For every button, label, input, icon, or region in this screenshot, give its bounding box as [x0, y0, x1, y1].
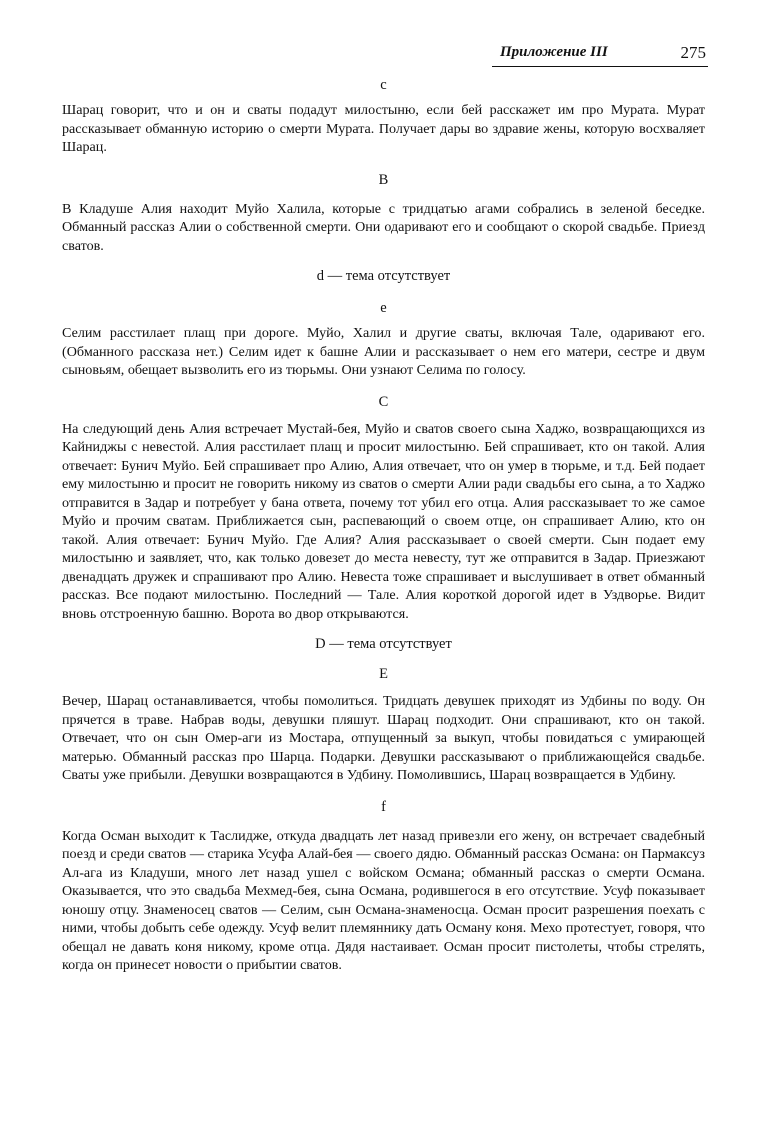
- section-heading-d-absent: d — тема отсутствует: [316, 268, 451, 284]
- section-heading-f: f: [381, 798, 386, 815]
- section-heading-C: C: [378, 393, 389, 410]
- section-heading-B: B: [378, 171, 389, 188]
- running-header-title: Приложение III: [500, 44, 608, 60]
- section-text-E: Вечер, Шарац останавливается, чтобы помолиться. Тридцать девушек приходят из Удбины по воду. Он прячется в траве. Набрав воды, девушки пляшут. Шарац подходит. Они спрашивают, кто он такой. Отвечает, что он сын Омер-аги из Мостара, отпущенный за выкуп, чтобы повидаться с умирающей матерью. Обманный рассказ про Шарца. Подарки. Девушки рассказывают о приближающейся свадьбе. Сваты уже прибыли. Девушки возвращаются в Удбину. Помолившись, Шарац возвращается в Удбину.: [62, 693, 705, 783]
- section-heading-c: c: [380, 77, 387, 93]
- section-heading-D-absent: D — тема отсутствует: [315, 636, 452, 652]
- section-text-e: Селим расстилает плащ при дороге. Муйо, Халил и другие сваты, включая Тале, одаривают его. (Обманного рассказа нет.) Селим идет к башне Алии и рассказывает о нем его матери, сестре и двум сыновьям, обещает вызволить его из тюрьмы. Они узнают Селима по голосу.: [62, 325, 705, 378]
- section-text-C: На следующий день Алия встречает Мустай-бея, Муйо и сватов своего сына Хаджо, возвращающихся из Кайниджы с невестой. Алия расстилает плащ и просит милостыню. Бей спрашивает, кто он такой. Алия отвечает: Бунич Муйо. Бей спрашивает про Алию, Алия отвечает, что он умер в тюрьме, и т.д. Бей подает ему милостыню и просит не говорить никому из сватов о смерти Алии ради свадьбы его сына, а то Хаджо отправится в Задар и потребует у бана ответа, почему тот убил его отца. Алия рассказывает то же самое Муйо и прочим сватам. Приближается сын, распевающий о своем отце, он спрашивает Алию, кто он такой. Алия отвечает: Бунич Муйо. Где Алия? Алия рассказывает о своей смерти. Сын подает ему милостыню и заявляет, что, как только довезет до места невесту, тут же отправится в Задар. Приезжают двенадцать дружек и спрашивают про Алию. Невеста тоже спрашивает и выслушивает в ответ обманный рассказ. Все подают милостыню. Последний — Тале. Алия короткой дорогой идет в Уздворье. Видит вновь отстроенную башню. Ворота во двор открываются.: [62, 420, 705, 622]
- page-number: 275: [680, 43, 706, 62]
- running-header: [492, 42, 708, 67]
- page-body: [62, 76, 705, 975]
- section-text-B: В Кладуше Алия находит Муйо Халила, которые с тридцатью агами собрались в зеленой беседке. Обманный рассказ Алии о собственной смерти. Они одаривают его и сообщают о скорой свадьбе. Приезд сватов.: [62, 200, 705, 254]
- section-text-c: Шарац говорит, что и он и сваты подадут милостыню, если бей расскажет им про Мурата. Мурат рассказывает обманную историю о смерти Мурата. Получает дары во здравие жены, которую восхваляет Шарац.: [62, 102, 705, 155]
- section-text-f: Когда Осман выходит к Таслидже, откуда двадцать лет назад привезли его жену, он встречает свадебный поезд и среди сватов — старика Усуфа Алай-бея — своего дядю. Обманный рассказ Османа: он Пармаксуз Ал-ага из Кладуши, много лет назад ушел с войском Османа; обманный рассказ о смерти Османа. Оказывается, что это свадьба Мехмед-бея, сына Османа, родившегося в его отсутствие. Усуф показывает юношу отцу. Знаменосец сватов — Селим, сын Османа-знаменосца. Осман просит разрешения поехать с ними, чтобы добыть себе одежду. Усуф велит племяннику дать Осману коня. Мехо протестует, говоря, что обещал не давать коня никому, кроме отца. Дядя настаивает. Осман просит пистолеты, чтобы стрелять, когда он принесет новости о прибытии сватов.: [62, 827, 705, 973]
- section-heading-e: e: [380, 300, 387, 316]
- section-heading-E: E: [379, 666, 388, 682]
